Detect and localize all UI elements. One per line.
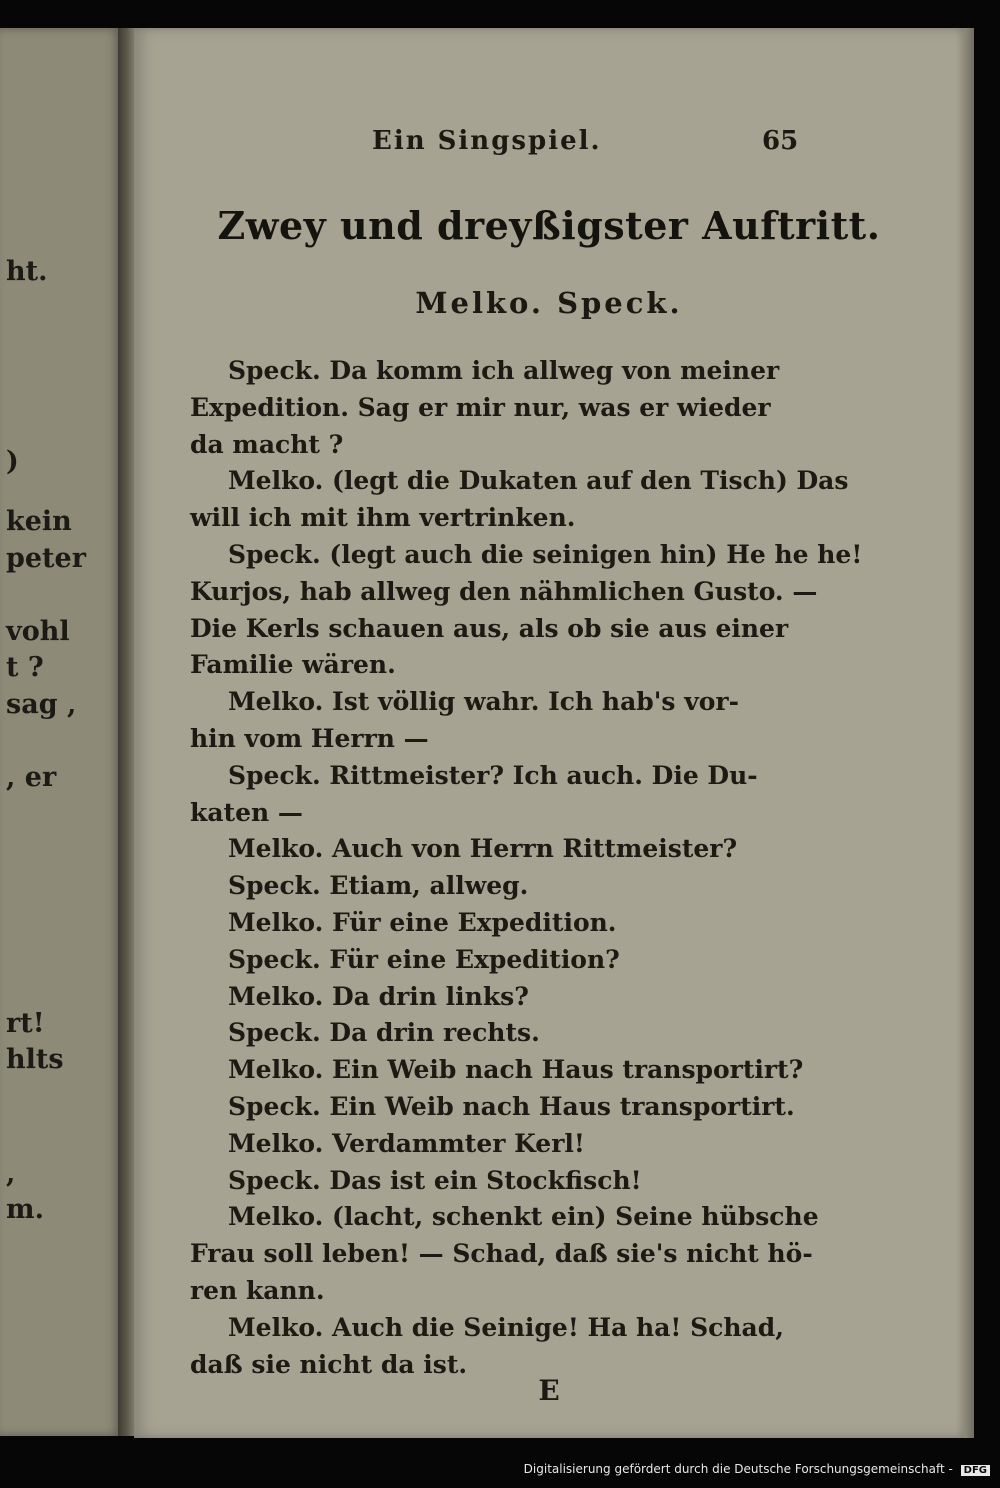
left-page-fragment: sag , xyxy=(6,689,77,720)
text-line: Melko. Auch von Herrn Rittmeister? xyxy=(228,834,738,864)
left-page-fragment: ) xyxy=(6,446,19,477)
dialogue-text xyxy=(190,353,863,1383)
left-page-fragment: ht. xyxy=(6,256,48,287)
signature-mark: E xyxy=(538,1374,560,1407)
text-line: Melko. (lacht, schenkt ein) Seine hübsche xyxy=(228,1202,819,1232)
text-line: Frau soll leben! — Schad, daß sie's nicht hö- xyxy=(190,1239,813,1269)
text-line: Speck. Rittmeister? Ich auch. Die Du- xyxy=(228,760,758,790)
left-page xyxy=(0,28,122,1436)
running-title: Ein Singspiel. xyxy=(372,126,602,156)
text-line: Melko. Ist völlig wahr. Ich hab's vor- xyxy=(228,687,739,717)
text-line: Speck. Das ist ein Stockfisch! xyxy=(228,1165,642,1195)
dfg-logo: DFG xyxy=(961,1465,990,1476)
page-edge xyxy=(964,28,974,1438)
text-line: Melko. Für eine Expedition. xyxy=(228,907,617,937)
text-line: hin vom Herrn — xyxy=(190,723,429,753)
text-line: Melko. Da drin links? xyxy=(228,981,529,1011)
text-line: Speck. Etiam, allweg. xyxy=(228,871,529,901)
text-line: Die Kerls schauen aus, als ob sie aus einer xyxy=(190,613,789,643)
left-page-fragment: kein xyxy=(6,506,72,537)
text-line: katen — xyxy=(190,797,303,827)
left-page-fragment: m. xyxy=(6,1194,44,1225)
scene-title: Zwey und dreyßigster Auftritt. xyxy=(217,203,881,248)
text-line: Melko. Verdammter Kerl! xyxy=(228,1128,585,1158)
left-page-fragment: t ? xyxy=(6,652,44,683)
text-line: Kurjos, hab allweg den nähmlichen Gusto. — xyxy=(190,576,818,606)
text-line: Melko. (legt die Dukaten auf den Tisch) Das xyxy=(228,466,849,496)
book-gutter xyxy=(118,28,134,1436)
text-line: Speck. Ein Weib nach Haus transportirt. xyxy=(228,1091,795,1121)
left-page-fragment: , er xyxy=(6,762,57,793)
digitization-credit xyxy=(524,1462,990,1476)
text-line: Melko. Auch die Seinige! Ha ha! Schad, xyxy=(228,1312,784,1342)
text-line: Melko. Ein Weib nach Haus transportirt? xyxy=(228,1055,804,1085)
left-page-fragment: peter xyxy=(6,543,86,574)
page-number: 65 xyxy=(762,126,799,156)
left-page-fragment: , xyxy=(6,1158,16,1189)
credit-text: Digitalisierung gefördert durch die Deutsche Forschungsgemeinschaft - xyxy=(523,1462,953,1476)
text-line: Speck. Da komm ich allweg von meiner xyxy=(228,356,780,385)
text-line: Speck. Für eine Expedition? xyxy=(228,944,620,974)
text-line: daß sie nicht da ist. xyxy=(190,1349,468,1379)
text-line: Speck. Da drin rechts. xyxy=(228,1018,540,1048)
left-page-fragment: hlts xyxy=(6,1044,64,1075)
text-line: Familie wären. xyxy=(190,650,396,680)
text-line: Speck. (legt auch die seinigen hin) He he he! xyxy=(228,539,863,569)
text-line: da macht ? xyxy=(190,429,344,459)
text-line: Expedition. Sag er mir nur, was er wieder xyxy=(190,392,771,422)
scene-characters: Melko. Speck. xyxy=(415,286,683,320)
text-line: will ich mit ihm vertrinken. xyxy=(190,503,576,533)
right-page xyxy=(134,28,964,1438)
left-page-fragment: rt! xyxy=(6,1008,45,1039)
text-line: ren kann. xyxy=(190,1275,325,1305)
left-page-fragment: vohl xyxy=(6,616,70,647)
